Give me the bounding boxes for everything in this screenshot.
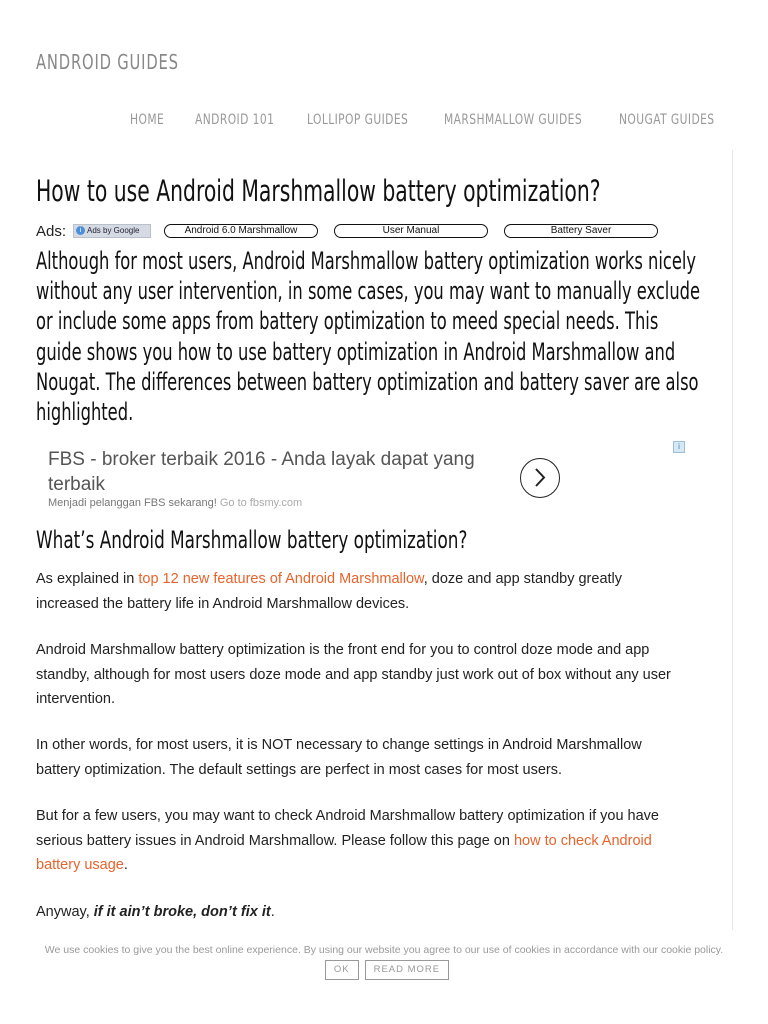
ad-subtitle xyxy=(48,497,302,509)
p5-emphasis: if it ain’t broke, don’t fix it xyxy=(93,904,271,920)
chevron-right-icon[interactable] xyxy=(520,458,560,498)
section-heading: What’s Android Marshmallow battery optimization? xyxy=(36,526,468,554)
ad-go-to-link[interactable]: Go to fbsmy.com xyxy=(219,497,303,509)
p1-text-after: , doze and app standby greatly increased the battery life in Android Marshmallow devices. xyxy=(36,571,623,612)
link-check-battery-usage[interactable]: how to check Android battery usage xyxy=(36,832,652,873)
content-divider xyxy=(732,150,733,930)
p4-text-after: . xyxy=(123,857,128,873)
p5-text-before: Anyway, xyxy=(36,904,94,920)
paragraph-3: In other words, for most users, it is NOT necessary to change settings in Android Marshmallow battery optimization. The default settings are perfect in most cases for most users. xyxy=(36,737,642,778)
nav-home[interactable]: HOME xyxy=(130,112,165,128)
cookie-banner xyxy=(0,932,768,992)
nav-lollipop-guides[interactable]: LOLLIPOP GUIDES xyxy=(307,112,409,128)
ad-subtitle-text: Menjadi pelanggan FBS sekarang! xyxy=(48,497,217,509)
nav-nougat-guides[interactable]: NOUGAT GUIDES xyxy=(619,112,715,128)
info-icon: i xyxy=(76,226,85,235)
p4-text-before: But for a few users, you may want to check Android Marshmallow battery optimization if you have serious battery issues in Android Marshmallow. Please follow this page on xyxy=(36,808,659,849)
link-top-12-features[interactable]: top 12 new features of Android Marshmallow xyxy=(138,571,424,587)
main-nav xyxy=(0,112,768,132)
info-icon[interactable]: i xyxy=(673,441,685,453)
cookie-ok-button[interactable]: OK xyxy=(325,960,359,980)
cookie-message xyxy=(40,940,728,980)
ad-link-android-marshmallow[interactable]: Android 6.0 Marshmallow xyxy=(164,224,318,238)
ads-by-google-label: Ads by Google xyxy=(87,226,140,235)
nav-marshmallow-guides[interactable]: MARSHMALLOW GUIDES xyxy=(444,112,583,128)
site-title[interactable]: ANDROID GUIDES xyxy=(36,50,179,74)
ad-title[interactable]: FBS - broker terbaik 2016 - Anda layak dapat yang terbaik xyxy=(48,449,475,495)
p1-text-before: As explained in xyxy=(36,571,139,587)
sponsored-ad[interactable] xyxy=(36,440,692,516)
ads-by-google-badge[interactable] xyxy=(73,224,151,238)
article-title: How to use Android Marshmallow battery optimization? xyxy=(36,174,601,208)
p5-text-after: . xyxy=(270,904,275,920)
nav-android-101[interactable]: ANDROID 101 xyxy=(195,112,275,128)
ad-link-battery-saver[interactable]: Battery Saver xyxy=(504,224,658,238)
paragraph-4 xyxy=(36,804,686,878)
ads-label: Ads: xyxy=(36,223,67,240)
article-intro: Although for most users, Android Marshmallow battery optimization works nicely without any user intervention, in some cases, you may want to manually exclude or include some apps from battery optimization to meed special needs. This guide shows you how to use battery optimization in Android Marshmallow and Nougat. The differences between battery optimization and battery saver are also highlighted. xyxy=(36,247,701,427)
paragraph-2: Android Marshmallow battery optimization is the front end for you to control doze mode and app standby, although for most users doze mode and app standby just work out of box without any user intervention. xyxy=(36,642,671,707)
cookie-text: We use cookies to give you the best online experience. By using our website you agree to our use of cookies in accordance with our cookie policy. xyxy=(44,944,724,956)
chevron-right-icon-svg xyxy=(521,459,558,496)
cookie-read-more-button[interactable]: READ MORE xyxy=(365,960,450,980)
ad-links-row xyxy=(36,222,726,242)
paragraph-5 xyxy=(36,900,686,925)
paragraph-1 xyxy=(36,567,686,616)
ad-link-user-manual[interactable]: User Manual xyxy=(334,224,488,238)
